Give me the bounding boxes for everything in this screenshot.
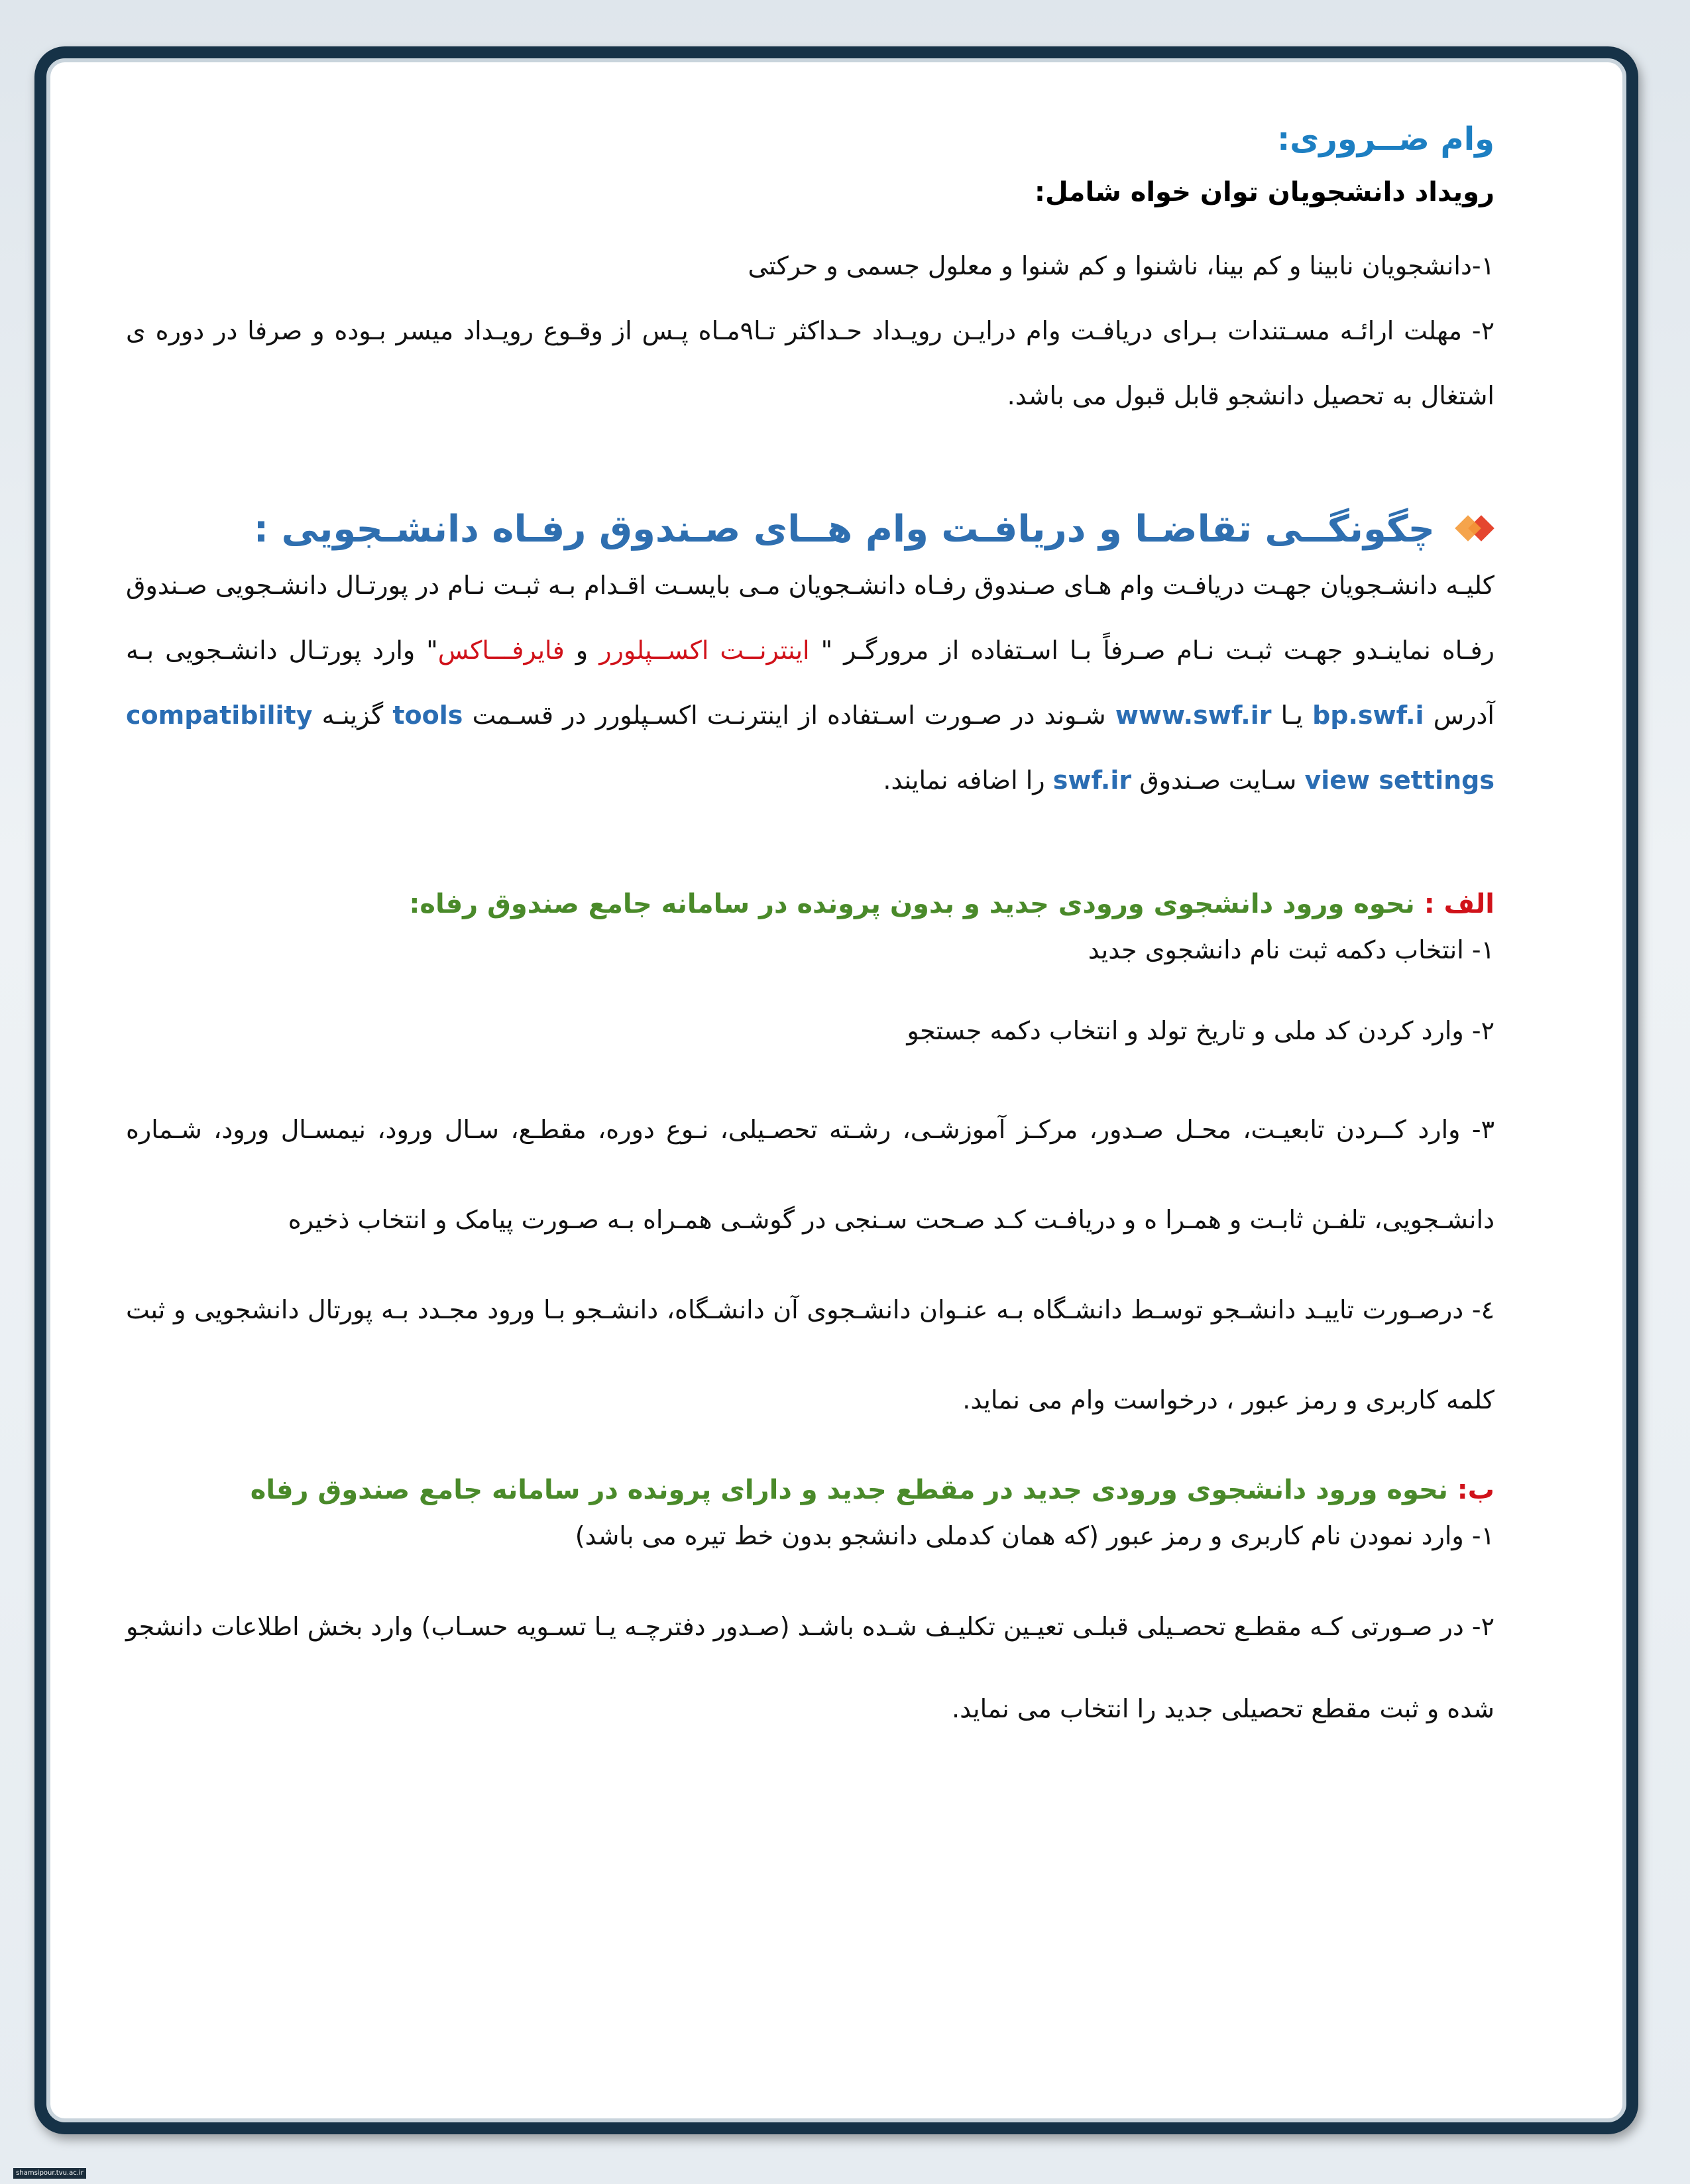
be-heading — [126, 1471, 1494, 1509]
how-text-7: سـایت صـندوق — [1139, 766, 1297, 795]
compatibility-term: compatibility view settings — [126, 701, 1494, 795]
how-paragraph — [126, 553, 1494, 813]
alef-label: الف : — [1424, 889, 1494, 919]
diamond-bullet-icon — [1452, 508, 1494, 551]
be-item-2: ۲- در صـورتی کـه مقطـع تحصـیلی قبلـی تعیـین تکلیـف شـده باشـد (صـدور دفترچـه یـا تسـویه حسـاب) وارد بخش اطلاعات دانشجو شده و ثبت مقطع تحصیلی جدید را انتخاب می نماید. — [126, 1612, 1494, 1723]
alef-item-1: ۱- انتخاب دکمه ثبت نام دانشجوی جدید — [1088, 935, 1494, 964]
how-text-2: و — [575, 636, 589, 665]
how-text-3: " وارد پورتـال دانشـجویی بـه آدرس — [126, 636, 1494, 730]
how-title-text: چگونگــی تقاضـا و دریافـت وام هــای صـندوق رفـاه دانشـجویی : — [253, 508, 1435, 551]
alef-item-2: ۲- وارد کردن کد ملی و تاریخ تولد و انتخاب دکمه جستجو — [907, 1016, 1494, 1045]
alef-title: نحوه ورود دانشجوی ورودی جدید و بدون پرونده در سامانه جامع صندوق رفاه: — [409, 889, 1424, 919]
portal-url-2[interactable]: www.swf.ir — [1115, 701, 1272, 730]
document-body — [126, 119, 1494, 2041]
alef-item-4: ٤- درصـورت تاییـد دانشـجو توسـط دانشـگاه بـه عنـوان دانشـجوی آن دانشـگاه، دانشـجو بـا ورود مجـدد بـه پورتال دانشجویی و ثبت کلمه کاربری و رمز عبور ، درخواست وام می نماید. — [126, 1295, 1494, 1414]
event-item-2: ۲- مهلت ارائـه مسـتندات بـرای دریافـت وام درایـن رویـداد حـداکثر تـا۹مـاه پـس از وقـوع رویـداد میسر بـوده و صرفا در دوره ی اشتغال به تحصیل دانشجو قابل قبول می باشد. — [126, 316, 1494, 410]
ie-browser-name: اینترنــت اکســپلورر — [599, 636, 810, 665]
event-item-1: ۱-دانشجویان نابینا و کم بینا، ناشنوا و کم شنوا و معلول جسمی و حرکتی — [748, 251, 1494, 280]
how-text-8: را اضافه نمایند. — [883, 766, 1045, 795]
alef-item-3: ۳- وارد کــردن تابعیـت، محـل صـدور، مرکـز آموزشـی، رشـته تحصـیلی، نـوع دوره، مقطـع، سـال ورود، نیمسـال ورود، شـماره دانشـجویی، تلفـن ثابـت و همـرا ه و دریافـت کـد صـحت سـنجی در گوشـی همـراه بـه صـورت پیامک و انتخاب ذخیره — [126, 1115, 1494, 1234]
alef-heading — [126, 886, 1494, 923]
how-text-5: شـوند در صـورت اسـتفاده از اینترنـت اکسـپلورر در قسـمت — [472, 701, 1106, 730]
event-title: رویداد دانشجویان توان خواه شامل: — [1034, 177, 1494, 207]
how-title — [126, 506, 1494, 553]
how-text-4: یـا — [1280, 701, 1303, 730]
firefox-browser-name: فایرفـــاکس — [437, 636, 565, 665]
tools-term: tools — [392, 701, 463, 730]
portal-url-1[interactable]: bp.swf.i — [1312, 701, 1424, 730]
be-item-1: ۱- وارد نمودن نام کاربری و رمز عبور (که همان کدملی دانشجو بدون خط تیره می باشد) — [575, 1521, 1494, 1550]
how-text-6: گزینـه — [321, 701, 384, 730]
be-label: ب: — [1457, 1475, 1494, 1505]
how-text-1: کلیـه دانشـجویان جهـت دریافـت وام هـای صـندوق رفـاه دانشـجویان مـی بایسـت اقـدام بـه ثبـت نـام در پورتـال دانشـجویی صـندوق رفـاه نماینـدو جهـت ثبـت نـام صـرفاً بـا اسـتفاده از مرورگـر " — [126, 571, 1494, 665]
site-watermark: shamsipour.tvu.ac.ir — [13, 2168, 86, 2179]
site-url-3[interactable]: swf.ir — [1052, 766, 1132, 795]
be-title: نحوه ورود دانشجوی ورودی جدید در مقطع جدید و دارای پرونده در سامانه جامع صندوق رفاه — [250, 1475, 1457, 1505]
loan-title: وام ضــروری: — [1277, 121, 1494, 158]
